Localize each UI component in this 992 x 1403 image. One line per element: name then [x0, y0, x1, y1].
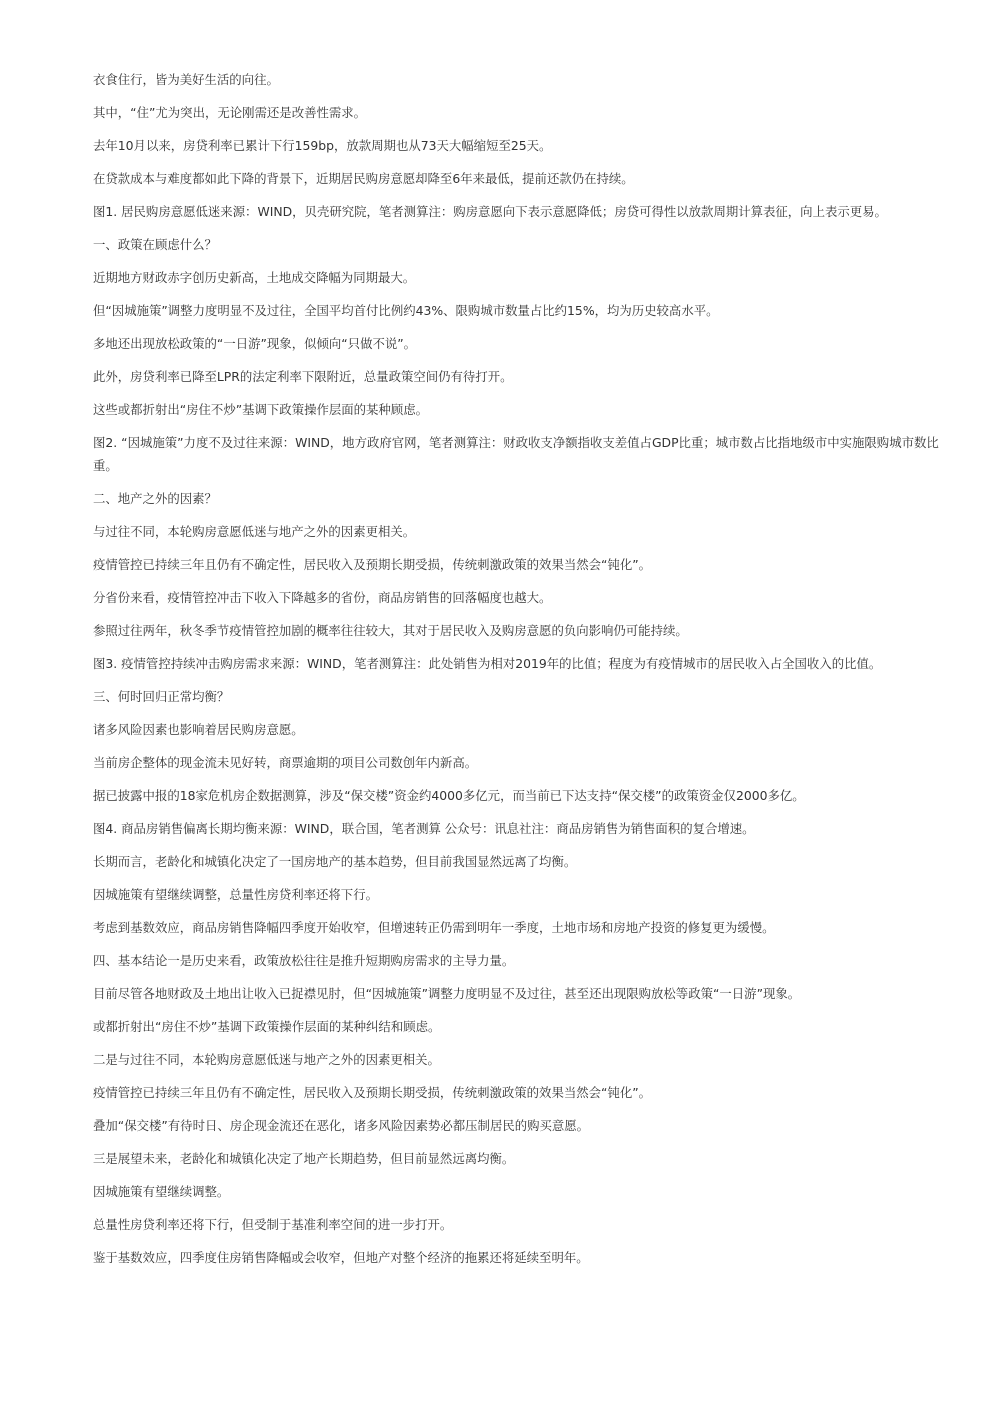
paragraph: 在贷款成本与难度都如此下降的背景下，近期居民购房意愿却降至6年来最低，提前还款仍在持续。 — [93, 171, 634, 186]
paragraph: 鉴于基数效应，四季度住房销售降幅或会收窄，但地产对整个经济的拖累还将延续至明年。 — [93, 1250, 589, 1265]
paragraph: 总量性房贷利率还将下行，但受制于基准利率空间的进一步打开。 — [93, 1217, 453, 1232]
paragraph: 或都折射出“房住不炒”基调下政策操作层面的某种纠结和顾虑。 — [93, 1019, 441, 1034]
paragraph: 但“因城施策”调整力度明显不及过往，全国平均首付比例约43%、限购城市数量占比约15%，均为历史较高水平。 — [93, 303, 719, 318]
section-heading: 一、政策在顾虑什么？ — [93, 237, 217, 252]
paragraph: 长期而言，老龄化和城镇化决定了一国房地产的基本趋势，但目前我国显然远离了均衡。 — [93, 854, 577, 869]
paragraph: 三是展望未来，老龄化和城镇化决定了地产长期趋势，但目前显然远离均衡。 — [93, 1151, 515, 1166]
paragraph: 因城施策有望继续调整，总量性房贷利率还将下行。 — [93, 887, 378, 902]
paragraph: 参照过往两年，秋冬季节疫情管控加剧的概率往往较大，其对于居民收入及购房意愿的负向影响仍可能持续。 — [93, 623, 688, 638]
figure-caption: 图2. “因城施策”力度不及过往来源：WIND，地方政府官网，笔者测算注：财政收支净额指收支差值占GDP比重；城市数占比指地级市中实施限购城市数比重。 — [93, 435, 939, 473]
paragraph: 近期地方财政赤字创历史新高，土地成交降幅为同期最大。 — [93, 270, 416, 285]
article-body — [93, 68, 943, 1279]
section-heading: 三、何时回归正常均衡？ — [93, 689, 230, 704]
paragraph: 与过往不同，本轮购房意愿低迷与地产之外的因素更相关。 — [93, 524, 416, 539]
paragraph: 目前尽管各地财政及土地出让收入已捉襟见肘，但“因城施策”调整力度明显不及过往，甚至还出现限购放松等政策“一日游”现象。 — [93, 986, 801, 1001]
section-heading: 二、地产之外的因素？ — [93, 491, 217, 506]
paragraph: 考虑到基数效应，商品房销售降幅四季度开始收窄，但增速转正仍需到明年一季度，土地市场和房地产投资的修复更为缓慢。 — [93, 920, 775, 935]
paragraph: 据已披露中报的18家危机房企数据测算，涉及“保交楼”资金约4000多亿元，而当前已下达支持“保交楼”的政策资金仅2000多亿。 — [93, 788, 805, 803]
paragraph: 多地还出现放松政策的“一日游”现象，似倾向“只做不说”。 — [93, 336, 417, 351]
section-heading: 四、基本结论一是历史来看，政策放松往往是推升短期购房需求的主导力量。 — [93, 953, 515, 968]
paragraph: 叠加“保交楼”有待时日、房企现金流还在恶化，诸多风险因素势必都压制居民的购买意愿。 — [93, 1118, 590, 1133]
paragraph: 此外，房贷利率已降至LPR的法定利率下限附近，总量政策空间仍有待打开。 — [93, 369, 513, 384]
paragraph: 诸多风险因素也影响着居民购房意愿。 — [93, 722, 304, 737]
figure-caption: 图1. 居民购房意愿低迷来源：WIND，贝壳研究院，笔者测算注：购房意愿向下表示意愿降低；房贷可得性以放款周期计算表征，向上表示更易。 — [93, 204, 887, 219]
paragraph: 其中，“住”尤为突出，无论刚需还是改善性需求。 — [93, 105, 367, 120]
paragraph: 疫情管控已持续三年且仍有不确定性，居民收入及预期长期受损，传统刺激政策的效果当然会“钝化”。 — [93, 557, 652, 572]
paragraph: 因城施策有望继续调整。 — [93, 1184, 230, 1199]
figure-caption: 图3. 疫情管控持续冲击购房需求来源：WIND，笔者测算注：此处销售为相对2019年的比值；程度为有疫情城市的居民收入占全国收入的比值。 — [93, 656, 882, 671]
paragraph: 当前房企整体的现金流未见好转，商票逾期的项目公司数创年内新高。 — [93, 755, 478, 770]
paragraph: 二是与过往不同，本轮购房意愿低迷与地产之外的因素更相关。 — [93, 1052, 440, 1067]
paragraph: 分省份来看，疫情管控冲击下收入下降越多的省份，商品房销售的回落幅度也越大。 — [93, 590, 552, 605]
paragraph: 衣食住行，皆为美好生活的向往。 — [93, 72, 279, 87]
paragraph: 这些或都折射出“房住不炒”基调下政策操作层面的某种顾虑。 — [93, 402, 428, 417]
figure-caption: 图4. 商品房销售偏离长期均衡来源：WIND，联合国，笔者测算 公众号：讯息社注：商品房销售为销售面积的复合增速。 — [93, 821, 755, 836]
paragraph: 疫情管控已持续三年且仍有不确定性，居民收入及预期长期受损，传统刺激政策的效果当然会“钝化”。 — [93, 1085, 652, 1100]
paragraph: 去年10月以来，房贷利率已累计下行159bp，放款周期也从73天大幅缩短至25天。 — [93, 138, 552, 153]
